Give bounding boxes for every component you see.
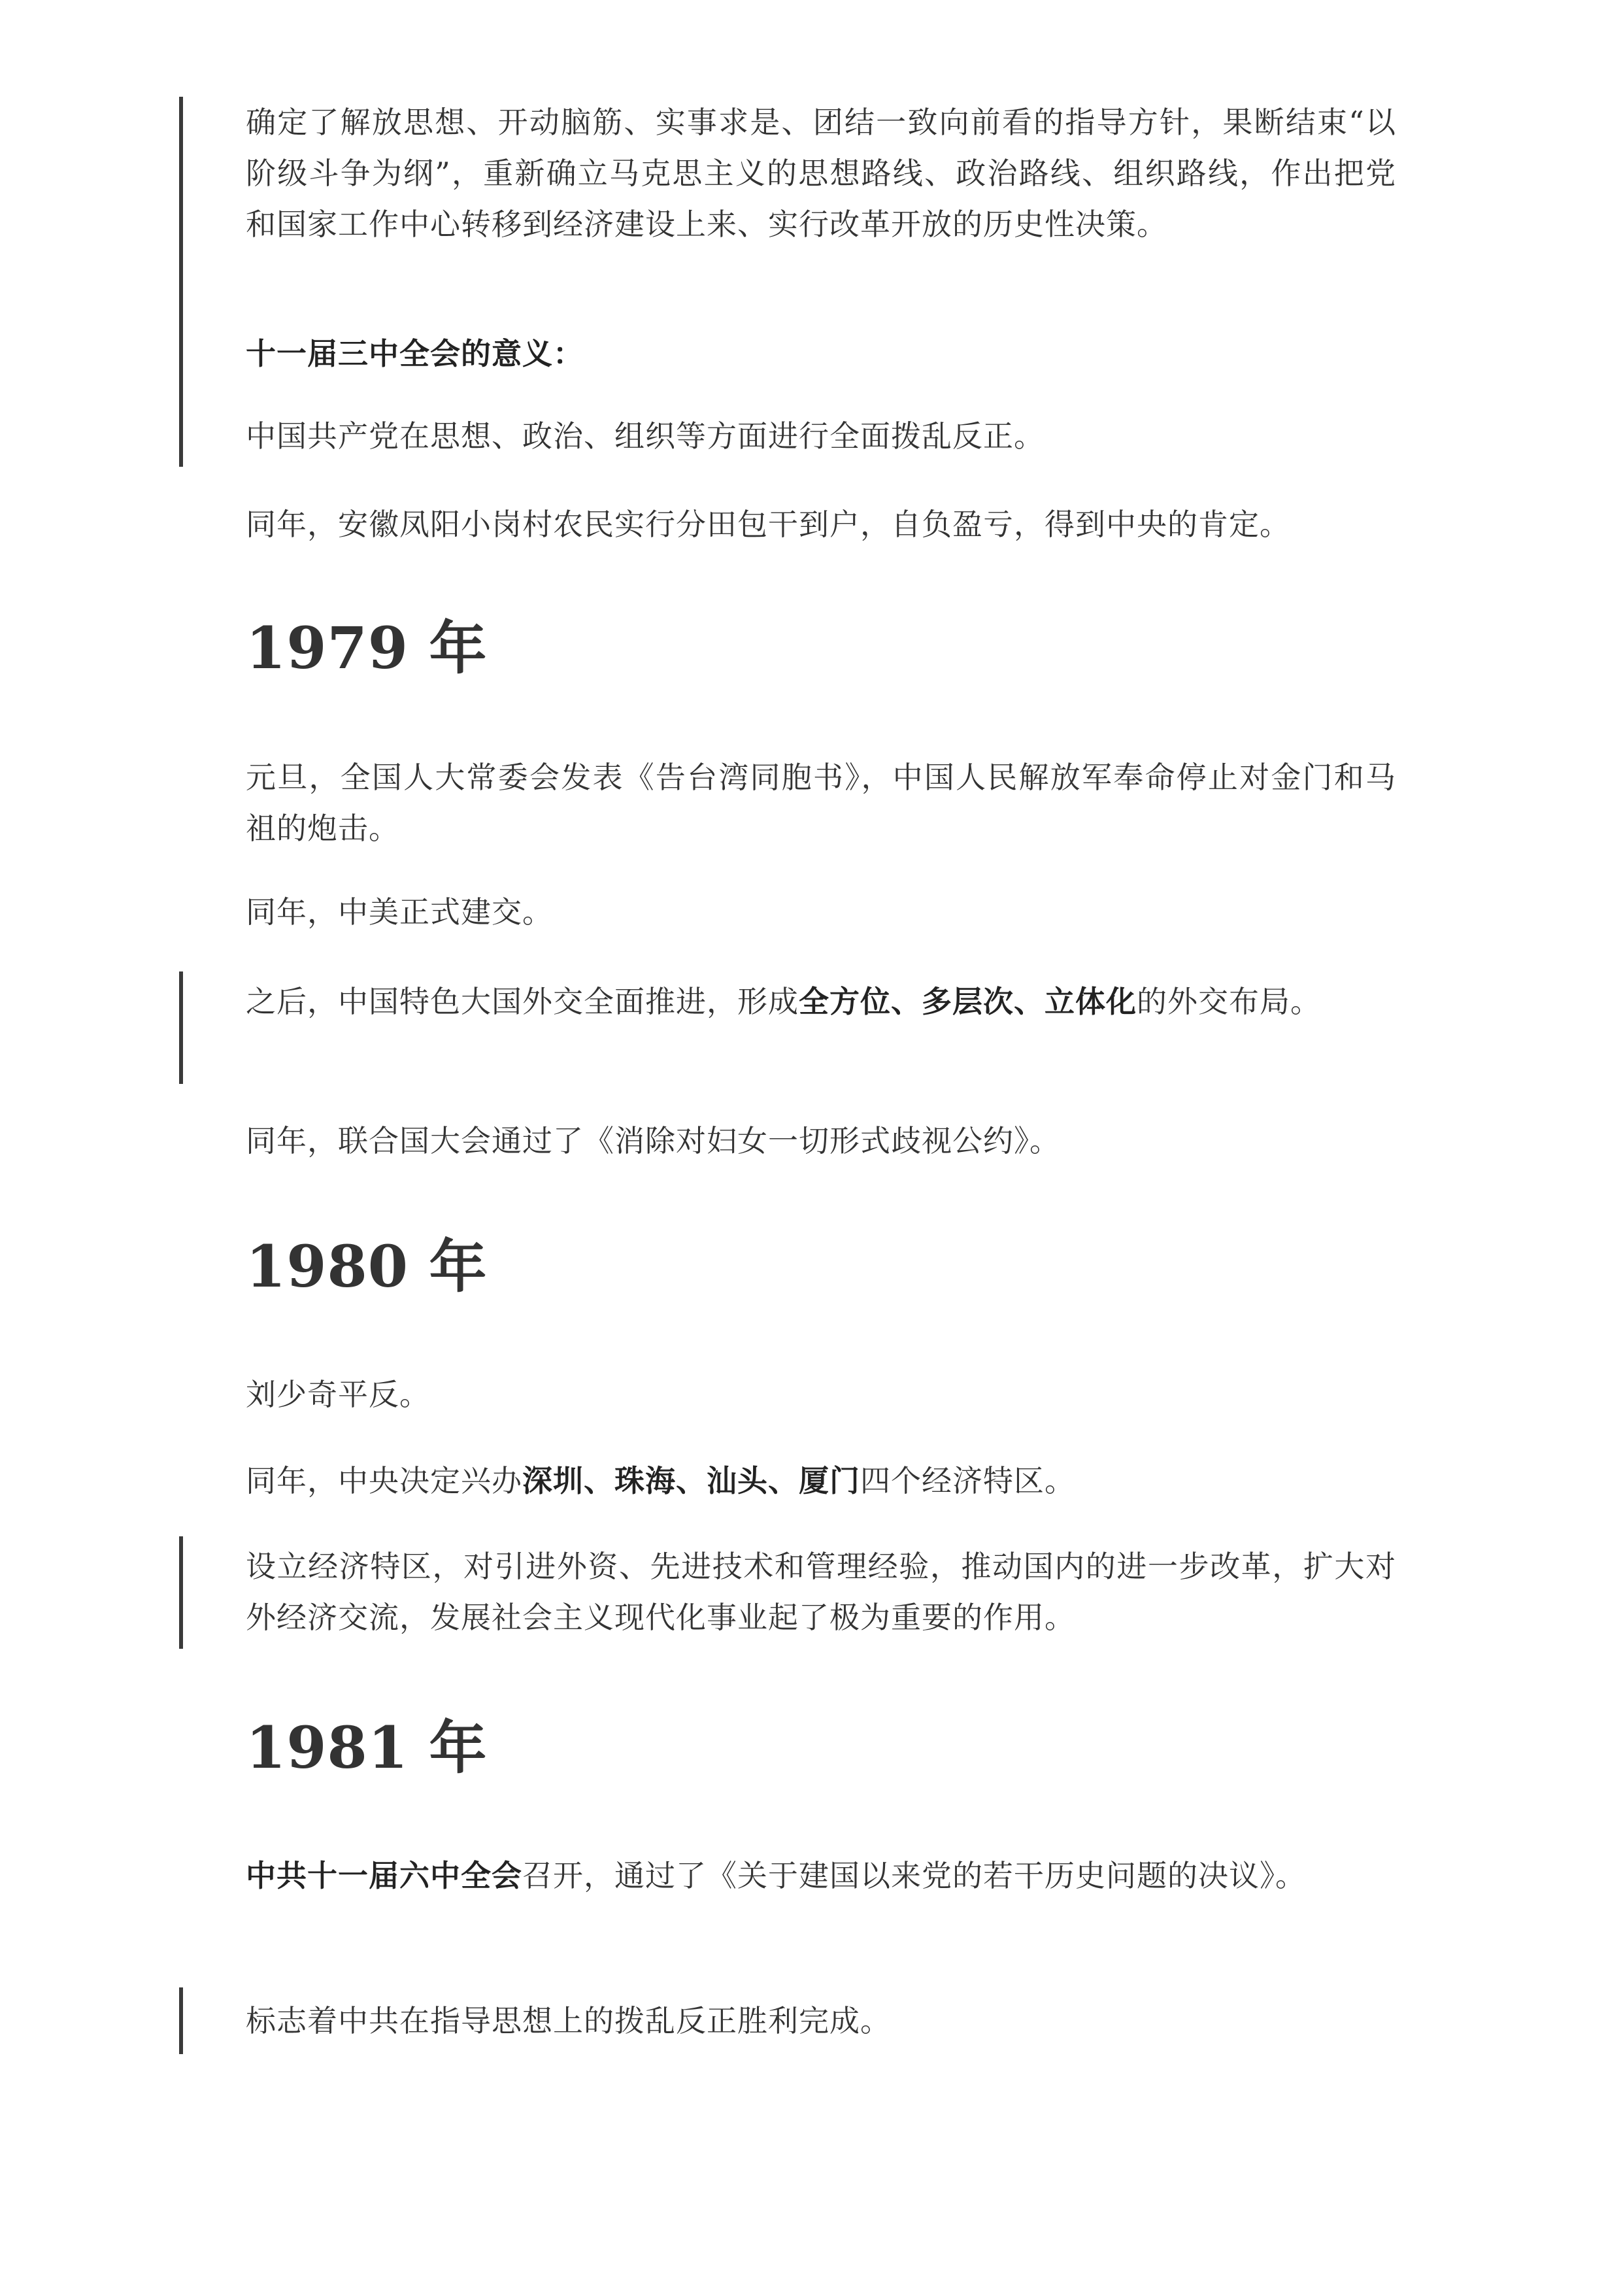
paragraph-text: 中国共产党在思想、政治、组织等方面进行全面拨乱反正。 [246,418,1045,454]
paragraph-diplomacy: 之后，中国特色大国外交全面推进，形成全方位、多层次、立体化的外交布局。 [246,984,1321,1019]
paragraph-sino-us [246,886,1396,937]
paragraph-text: 刘少奇平反。 [246,1377,430,1412]
paragraph-liu-shaoqi [246,1369,1396,1420]
paragraph-text: 确定了解放思想、开动脑筋、实事求是、团结一致向前看的指导方针，果断结束“以阶级斗争为纲”，重新确立马克思主义的思想路线、政治路线、组织路线，作出把党和国家工作中心转移到经济建设上来、实行改革开放的历史性决策。 [246,105,1396,242]
year-heading: 1979 年 [246,614,488,682]
paragraph-decision [246,97,1396,250]
paragraph-significance-heading [246,328,1396,379]
year-heading: 1980 年 [246,1232,488,1300]
paragraph-cedaw [246,1115,1396,1166]
paragraph-text: 元旦，全国人大常委会发表《告台湾同胞书》，中国人民解放军奉命停止对金门和马祖的炮击。 [246,760,1396,846]
blockquote-bar [179,971,183,1084]
paragraph-xiaogang [246,499,1396,550]
paragraph-text: 标志着中共在指导思想上的拨乱反正胜利完成。 [246,2003,891,2038]
blockquote-bar [179,1987,183,2054]
paragraph-text: 设立经济特区，对引进外资、先进技术和管理经验，推动国内的进一步改革，扩大对外经济交流，发展社会主义现代化事业起了极为重要的作用。 [246,1549,1396,1635]
paragraph-plenum-significance [246,1995,1396,2046]
year-heading: 1981 年 [246,1714,488,1781]
heading-1979 [246,612,1396,684]
bold-text: 全方位、多层次、立体化 [799,984,1137,1019]
bold-text: 深圳、珠海、汕头、厦门 [522,1463,860,1498]
bold-text: 中共十一届六中全会 [246,1858,522,1893]
paragraph-sez: 同年，中央决定兴办深圳、珠海、汕头、厦门四个经济特区。 [246,1463,1075,1498]
heading-1980 [246,1230,1396,1302]
blockquote-bar [179,97,183,467]
paragraph-text: 同年，联合国大会通过了《消除对妇女一切形式歧视公约》。 [246,1123,1060,1158]
paragraph-significance [246,411,1396,462]
paragraph-taiwan-letter [246,752,1396,854]
blockquote-bar [179,1536,183,1649]
heading-1981 [246,1712,1396,1783]
bold-text: 十一届三中全会的意义： [246,336,584,371]
paragraph-text: 同年，中美正式建交。 [246,894,553,930]
paragraph-text: 同年，安徽凤阳小岗村农民实行分田包干到户，自负盈亏，得到中央的肯定。 [246,507,1290,542]
paragraph-sez-effect [246,1541,1396,1643]
paragraph-sixth-plenum: 中共十一届六中全会召开，通过了《关于建国以来党的若干历史问题的决议》。 [246,1858,1306,1893]
